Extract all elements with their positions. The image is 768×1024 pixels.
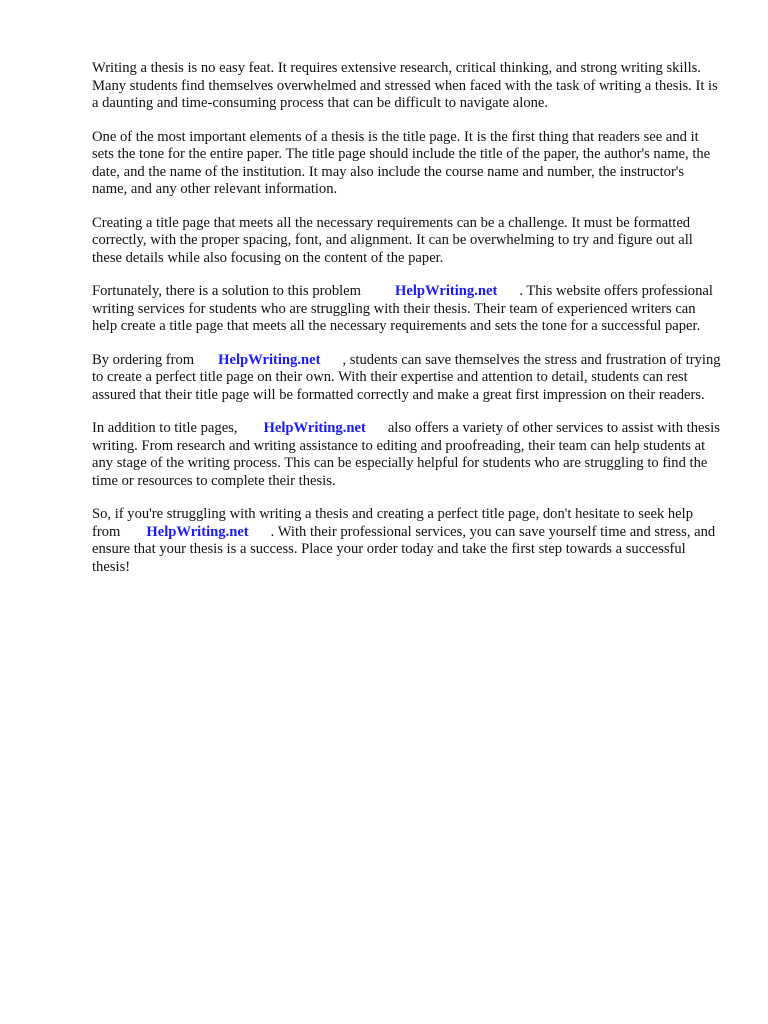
document-page (92, 60, 722, 592)
paragraph-text: , students can save themselves the stress and frustration of trying to create a perfect title page on their own. With their expertise and attention to detail, students can rest assured that their title page will be formatted correctly and make a great first impression on their readers. (92, 351, 721, 403)
paragraph-text: Writing a thesis is no easy feat. It requires extensive research, critical thinking, and strong writing skills. Many students find themselves overwhelmed and stressed when faced with the task of writing a thesis. It is a daunting and time-consuming process that can be difficult to navigate alone. (92, 60, 718, 111)
paragraph-text: In addition to title pages, (92, 420, 238, 436)
paragraph-title-page (92, 129, 722, 199)
helpwriting-link[interactable]: HelpWriting.net (218, 351, 321, 368)
paragraph-text: Fortunately, there is a solution to this problem (92, 283, 362, 299)
paragraph-solution (92, 283, 722, 336)
paragraph-other-services (92, 420, 722, 490)
paragraph-intro (92, 60, 722, 113)
paragraph-text: By ordering from (92, 351, 195, 368)
helpwriting-link[interactable]: HelpWriting.net (395, 283, 498, 299)
paragraph-text: Creating a title page that meets all the necessary requirements can be a challenge. It must be formatted correctly, with the proper spacing, font, and alignment. It can be overwhelming to try and figure out all these details while also focusing on the content of the paper. (92, 214, 693, 266)
paragraph-text: So, if you're struggling with writing a thesis and creating a perfect title page, don't hesitate to seek help from (92, 506, 694, 540)
paragraph-text: . This website offers professional writing services for students who are struggling with their thesis. Their team of experienced writers can help create a title page that meets all the necessary requirements and sets the tone for a successful paper. (92, 283, 713, 334)
paragraph-requirements (92, 215, 722, 268)
paragraph-conclusion (92, 506, 722, 576)
paragraph-text: One of the most important elements of a thesis is the title page. It is the first thing that readers see and it sets the tone for the entire paper. The title page should include the title of the paper, the author's name, the date, and the name of the institution. It may also include the course name and number, the instructor's name, and any other relevant information. (92, 128, 711, 197)
helpwriting-link[interactable]: HelpWriting.net (263, 420, 366, 436)
paragraph-text: . With their professional services, you can save yourself time and stress, and ensure that your thesis is a success. Place your order today and take the first step towards a successful thesis! (92, 523, 716, 575)
paragraph-text: also offers a variety of other services to assist with thesis writing. From research and writing assistance to editing and proofreading, their team can help students at any stage of the writing process. This can be especially helpful for students who are struggling to find the time or resources to complete their thesis. (92, 420, 720, 489)
paragraph-ordering (92, 352, 722, 405)
helpwriting-link[interactable]: HelpWriting.net (146, 523, 249, 540)
